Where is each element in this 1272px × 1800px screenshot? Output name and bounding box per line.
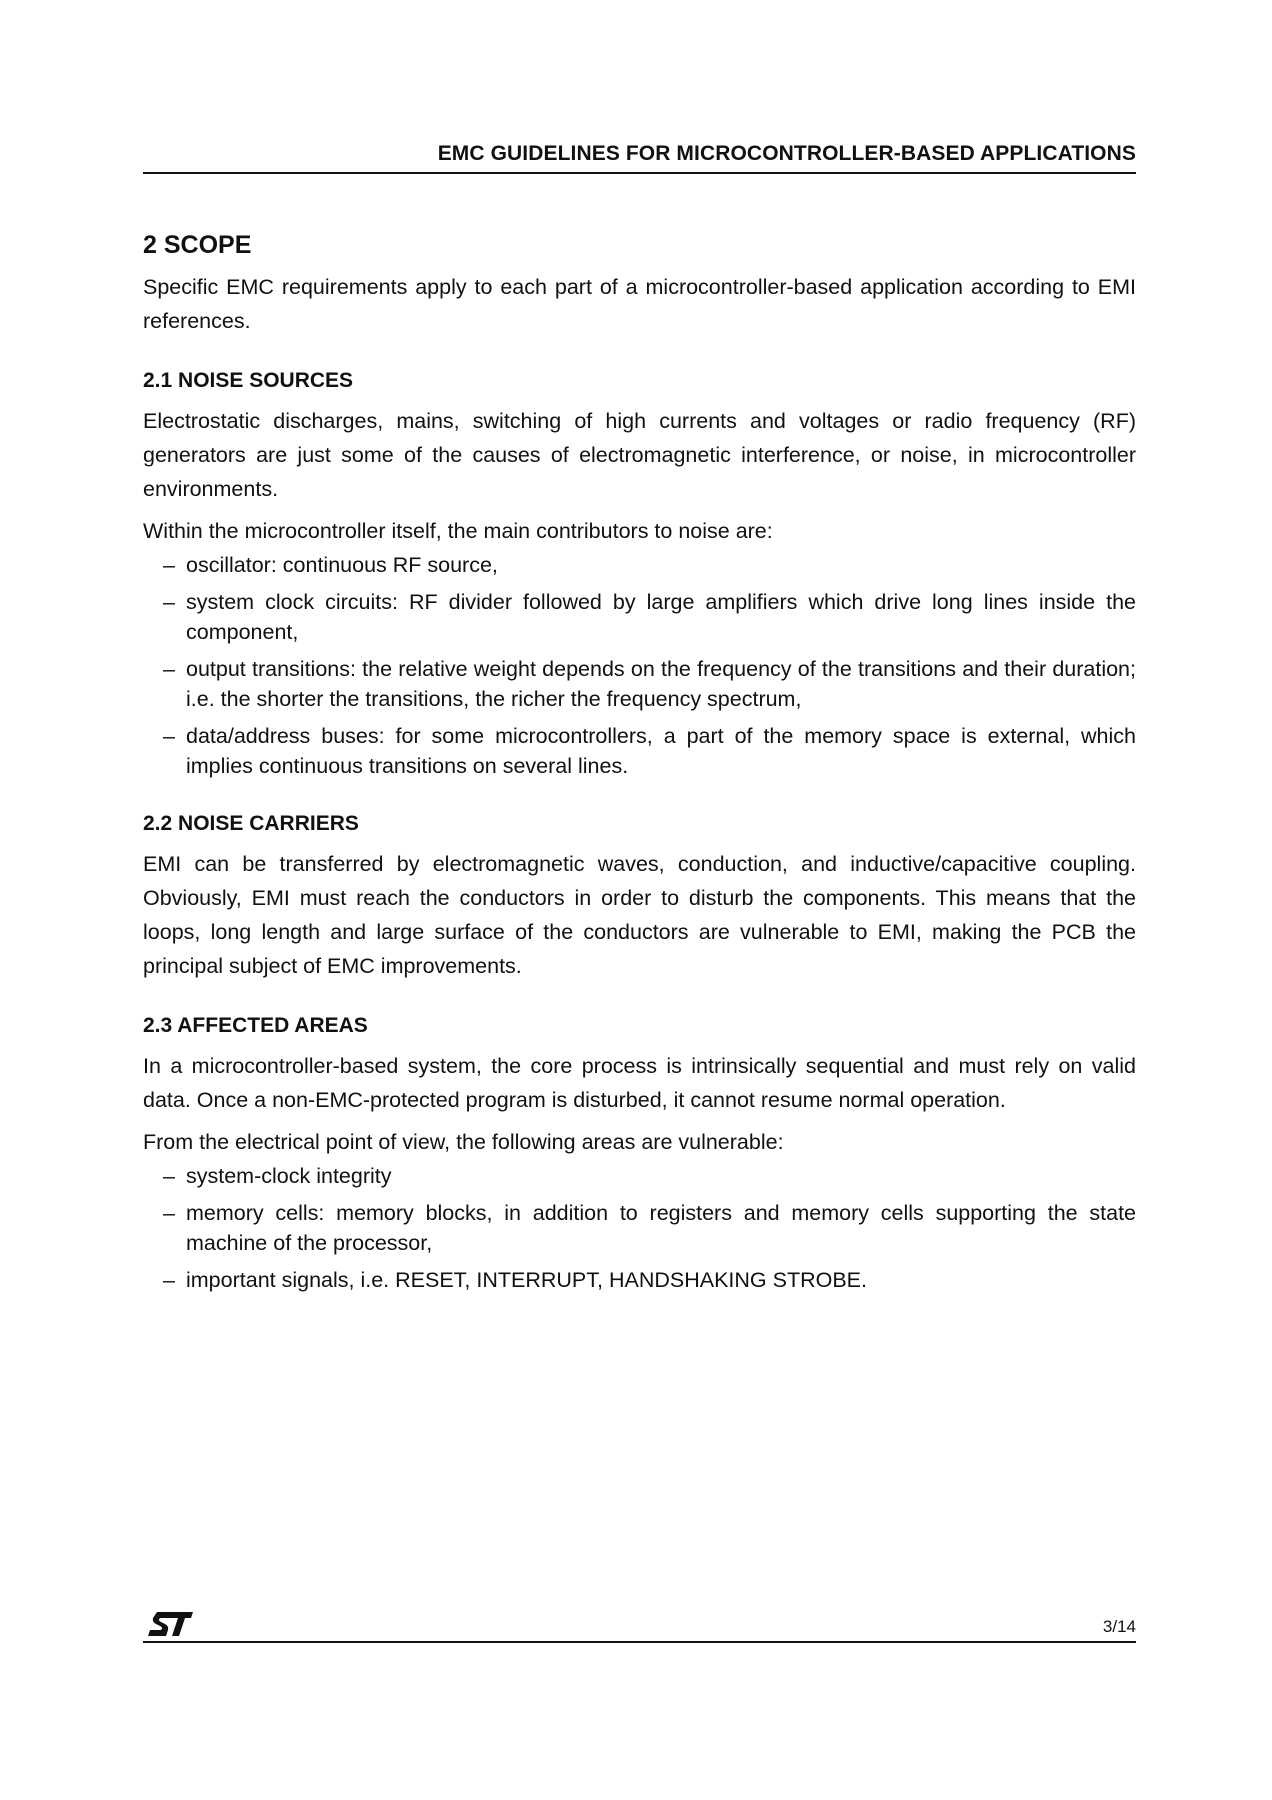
dash-bullet: – (163, 1201, 175, 1225)
list-item-text: oscillator: continuous RF source, (186, 553, 498, 577)
dash-bullet: – (163, 590, 175, 614)
page-number: 3/14 (1102, 1617, 1136, 1636)
affected-areas-paragraph-2: From the electrical point of view, the following areas are vulnerable: (143, 1130, 784, 1154)
footer-divider (143, 1641, 1136, 1643)
section-scope (143, 230, 1136, 338)
dash-bullet: – (163, 724, 175, 748)
page-content (143, 230, 1136, 1302)
header-divider (143, 172, 1136, 174)
list-item (163, 654, 1136, 714)
list-item (163, 550, 1136, 580)
list-item (163, 587, 1136, 647)
list-item-text: output transitions: the relative weight depends on the frequency of the transitions and their duration; i.e. the shorter the transitions, the richer the frequency spectrum, (186, 657, 1136, 711)
running-header-title: EMC GUIDELINES FOR MICROCONTROLLER-BASED APPLICATIONS (437, 142, 1136, 165)
section-heading-noise-sources: 2.1 NOISE SOURCES (143, 369, 354, 392)
section-heading-noise-carriers: 2.2 NOISE CARRIERS (143, 812, 359, 835)
list-item (163, 1161, 1136, 1191)
list-item (163, 1198, 1136, 1258)
noise-contributors-list (143, 550, 1136, 781)
list-item-text: system-clock integrity (186, 1164, 392, 1188)
dash-bullet: – (163, 1268, 175, 1292)
dash-bullet: – (163, 1164, 175, 1188)
list-item (163, 1265, 1136, 1295)
list-item-text: memory cells: memory blocks, in addition to registers and memory cells supporting the state machine of the processor, (186, 1201, 1136, 1255)
vulnerable-areas-list (143, 1161, 1136, 1295)
list-item-text: important signals, i.e. RESET, INTERRUPT, HANDSHAKING STROBE. (186, 1268, 867, 1292)
section-noise-sources (143, 368, 1136, 781)
noise-carriers-paragraph: EMI can be transferred by electromagnetic waves, conduction, and inductive/capacitive coupling. Obviously, EMI must reach the conductors in order to disturb the components. This means that the loops, long length and large surface of the conductors are vulnerable to EMI, making the PCB the principal subject of EMC improvements. (143, 852, 1136, 978)
st-logo-icon (143, 1610, 195, 1638)
section-heading-scope: 2 SCOPE (143, 231, 252, 259)
noise-sources-paragraph-2: Within the microcontroller itself, the main contributors to noise are: (143, 519, 773, 543)
dash-bullet: – (163, 657, 175, 681)
section-noise-carriers (143, 811, 1136, 983)
list-item (163, 721, 1136, 781)
list-item-text: data/address buses: for some microcontrollers, a part of the memory space is external, which implies continuous transitions on several lines. (186, 724, 1136, 778)
list-item-text: system clock circuits: RF divider followed by large amplifiers which drive long lines inside the component, (186, 590, 1136, 644)
section-heading-affected-areas: 2.3 AFFECTED AREAS (143, 1014, 368, 1037)
noise-sources-paragraph-1: Electrostatic discharges, mains, switching of high currents and voltages or radio frequency (RF) generators are just some of the causes of electromagnetic interference, or noise, in microcontroller environments. (143, 409, 1136, 501)
section-affected-areas (143, 1013, 1136, 1295)
affected-areas-paragraph-1: In a microcontroller-based system, the core process is intrinsically sequential and must rely on valid data. Once a non-EMC-protected program is disturbed, it cannot resume normal operation. (143, 1054, 1136, 1112)
scope-paragraph: Specific EMC requirements apply to each part of a microcontroller-based application according to EMI references. (143, 275, 1136, 333)
dash-bullet: – (163, 553, 175, 577)
